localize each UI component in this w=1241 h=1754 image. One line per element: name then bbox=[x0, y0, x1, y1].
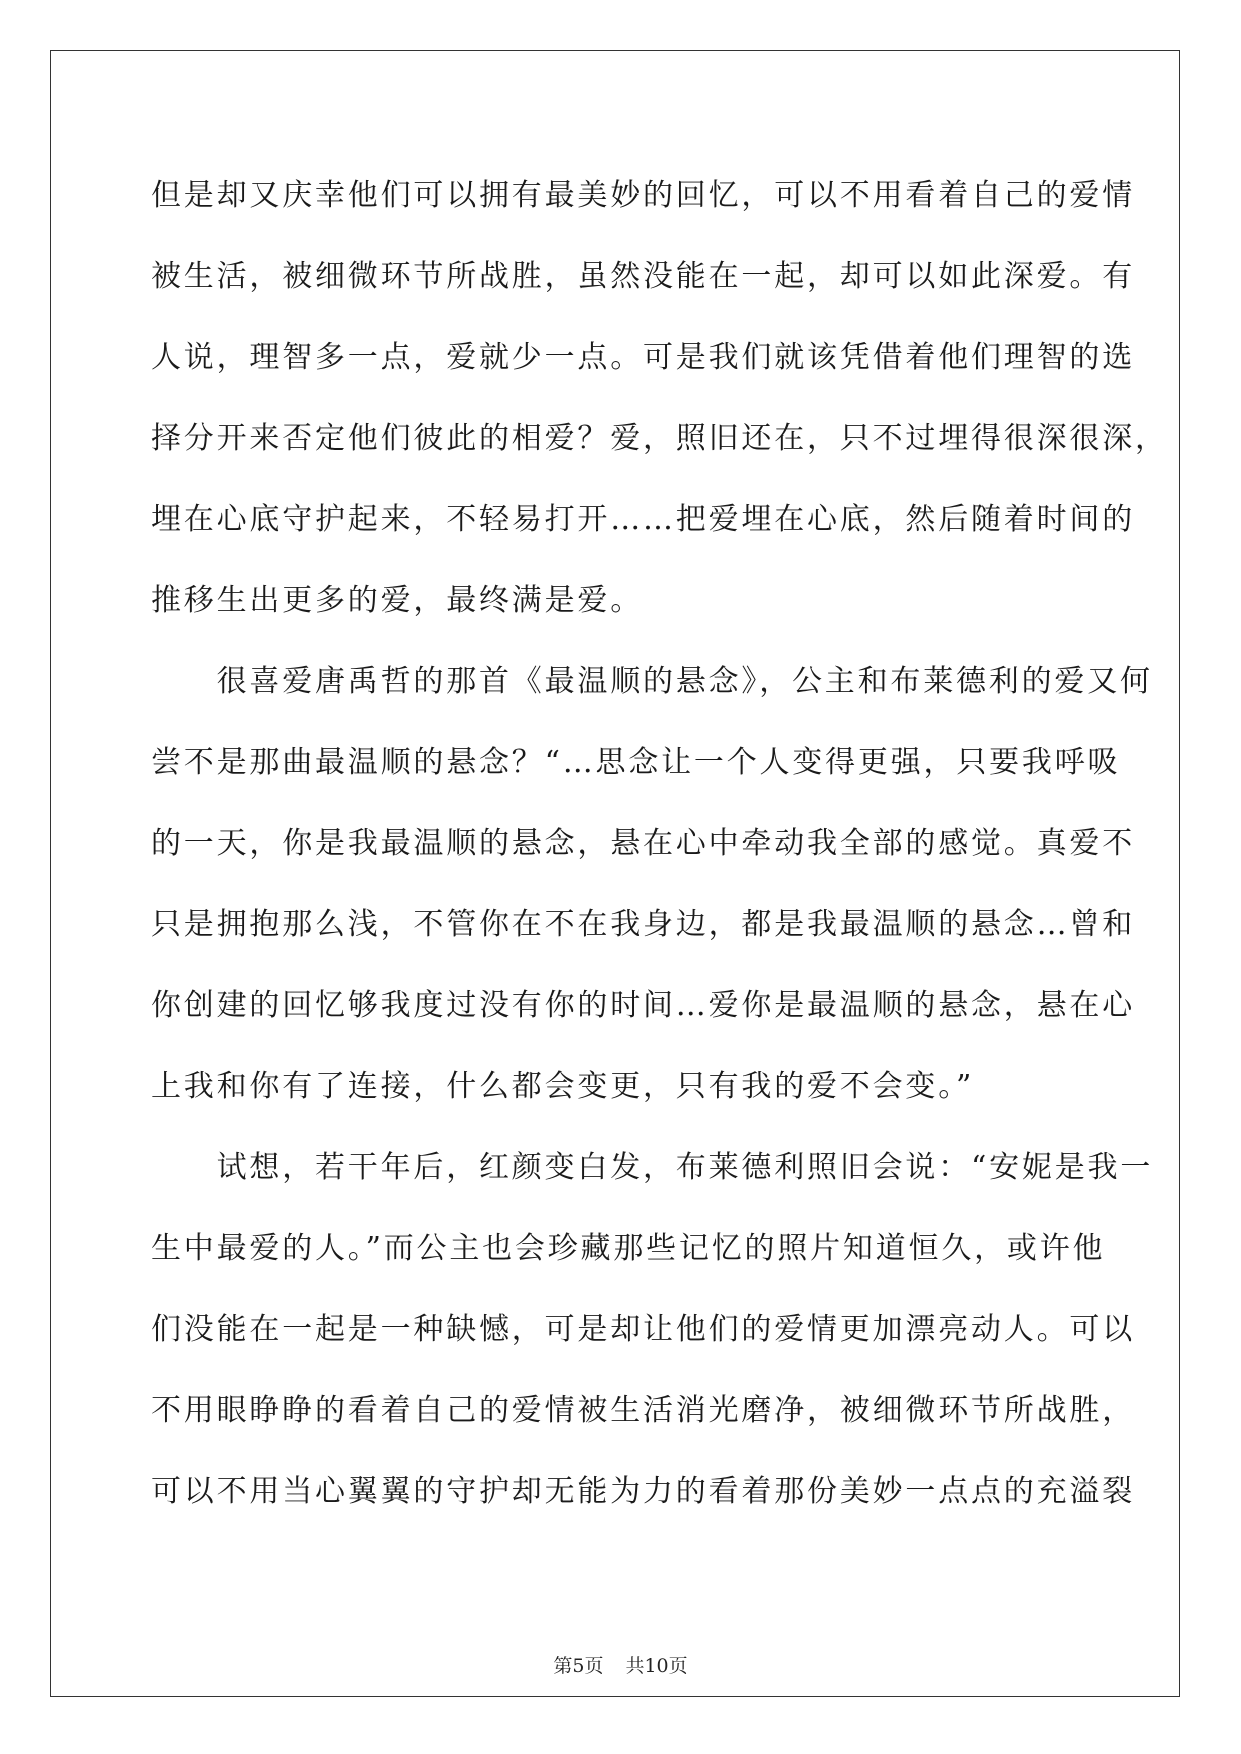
text-line: 不用眼睁睁的看着自己的爱情被生活消光磨净，被细微环节所战胜， bbox=[151, 1393, 1135, 1428]
text-line: 埋在心底守护起来，不轻易打开……把爱埋在心底，然后随着时间的 bbox=[151, 502, 1135, 537]
text-line: 生中最爱的人。”而公主也会珍藏那些记忆的照片知道恒久，或许他 bbox=[151, 1231, 1106, 1266]
text-line: 可以不用当心翼翼的守护却无能为力的看着那份美妙一点点的充溢裂 bbox=[151, 1474, 1135, 1509]
page-number: 第5页 bbox=[553, 1655, 604, 1677]
text-line: 试想，若干年后，红颜变白发，布莱德利照旧会说：“安妮是我一 bbox=[151, 1150, 1154, 1185]
text-line: 们没能在一起是一种缺憾，可是却让他们的爱情更加漂亮动人。可以 bbox=[151, 1312, 1135, 1347]
page-total: 共10页 bbox=[625, 1655, 688, 1677]
text-line: 的一天，你是我最温顺的悬念，悬在心中牵动我全部的感觉。真爱不 bbox=[151, 826, 1135, 861]
text-line: 你创建的回忆够我度过没有你的时间…爱你是最温顺的悬念，悬在心 bbox=[151, 988, 1135, 1023]
text-line: 但是却又庆幸他们可以拥有最美妙的回忆，可以不用看着自己的爱情 bbox=[151, 178, 1135, 213]
text-line: 上我和你有了连接，什么都会变更，只有我的爱不会变。” bbox=[151, 1069, 975, 1104]
text-line: 很喜爱唐禹哲的那首《最温顺的悬念》，公主和布莱德利的爱又何 bbox=[151, 664, 1153, 699]
text-line: 尝不是那曲最温顺的悬念？“…思念让一个人变得更强，只要我呼吸 bbox=[151, 745, 1121, 780]
text-line: 被生活，被细微环节所战胜，虽然没能在一起，却可以如此深爱。有 bbox=[151, 259, 1135, 294]
text-line: 推移生出更多的爱，最终满是爱。 bbox=[151, 583, 643, 618]
text-line: 择分开来否定他们彼此的相爱？爱，照旧还在，只不过埋得很深很深， bbox=[151, 421, 1168, 456]
page-footer bbox=[0, 1654, 1241, 1678]
body-text bbox=[151, 155, 1168, 1532]
text-line: 人说，理智多一点，爱就少一点。可是我们就该凭借着他们理智的选 bbox=[151, 340, 1135, 375]
text-line: 只是拥抱那么浅，不管你在不在我身边，都是我最温顺的悬念…曾和 bbox=[151, 907, 1135, 942]
